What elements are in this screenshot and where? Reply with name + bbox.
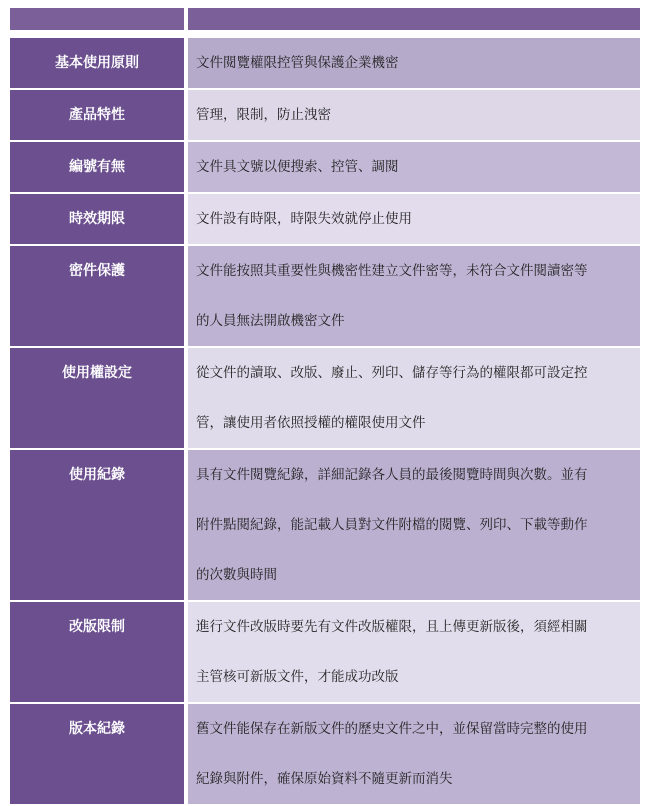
feature-table-container [10, 8, 640, 806]
row-value-line: 文件能按照其重要性與機密性建立文件密等，未符合文件閱讀密等 [196, 263, 588, 279]
row-label: 產品特性 [69, 107, 125, 123]
header-cell-right [188, 8, 640, 30]
row-value-line: 紀錄與附件，確保原始資料不隨更新而消失 [196, 771, 453, 787]
row-value-cell [188, 450, 640, 602]
row-value-line: 文件閱覽權限控管與保護企業機密 [196, 55, 399, 71]
row-value-cell [188, 246, 640, 348]
row-label-cell [10, 450, 184, 602]
row-value-line: 文件設有時限，時限失效就停止使用 [196, 211, 412, 227]
row-value-line: 具有文件閱覽紀錄，詳細記錄各人員的最後閱覽時間與次數。並有 [196, 467, 588, 483]
table-row [10, 38, 640, 90]
row-value-cell [188, 194, 640, 246]
row-label-cell [10, 142, 184, 194]
row-label: 基本使用原則 [55, 55, 139, 71]
table-row [10, 142, 640, 194]
row-value-line: 管，讓使用者依照授權的權限使用文件 [196, 415, 426, 431]
header-cell-left [10, 8, 184, 30]
row-value-line: 舊文件能保存在新版文件的歷史文件之中，並保留當時完整的使用 [196, 721, 588, 737]
row-label-cell [10, 38, 184, 90]
table-row [10, 348, 640, 450]
row-label-cell [10, 348, 184, 450]
row-value-cell [188, 38, 640, 90]
row-label-cell [10, 194, 184, 246]
row-label: 密件保護 [69, 263, 125, 279]
row-label-cell [10, 90, 184, 142]
row-value-cell [188, 704, 640, 806]
table-header-bar [10, 8, 640, 30]
row-value-cell [188, 142, 640, 194]
table-row [10, 194, 640, 246]
row-label-cell [10, 602, 184, 704]
feature-table [10, 38, 640, 806]
row-value-line: 從文件的讀取、改版、廢止、列印、儲存等行為的權限都可設定控 [196, 365, 588, 381]
row-value-line: 文件具文號以便搜索、控管、調閱 [196, 159, 399, 175]
row-value-line: 管理，限制，防止洩密 [196, 107, 331, 123]
row-value-line: 進行文件改版時要先有文件改版權限，且上傳更新版後，須經相關 [196, 619, 588, 635]
row-value-line: 的次數與時間 [196, 567, 277, 583]
table-row [10, 90, 640, 142]
table-row [10, 450, 640, 602]
row-label: 版本紀錄 [69, 721, 125, 737]
row-value-line: 的人員無法開啟機密文件 [196, 313, 345, 329]
row-label-cell [10, 246, 184, 348]
row-label: 時效期限 [69, 211, 125, 227]
table-row [10, 704, 640, 806]
row-label: 使用權設定 [62, 365, 132, 381]
row-label: 改版限制 [69, 619, 125, 635]
row-value-cell [188, 602, 640, 704]
row-value-cell [188, 348, 640, 450]
table-row [10, 602, 640, 704]
table-row [10, 246, 640, 348]
row-label: 使用紀錄 [69, 467, 125, 483]
row-value-line: 主管核可新版文件，才能成功改版 [196, 669, 399, 685]
row-value-cell [188, 90, 640, 142]
row-value-line: 附件點閱紀錄，能記載人員對文件附檔的閱覽、列印、下載等動作 [196, 517, 588, 533]
row-label-cell [10, 704, 184, 806]
row-label: 編號有無 [69, 159, 125, 175]
